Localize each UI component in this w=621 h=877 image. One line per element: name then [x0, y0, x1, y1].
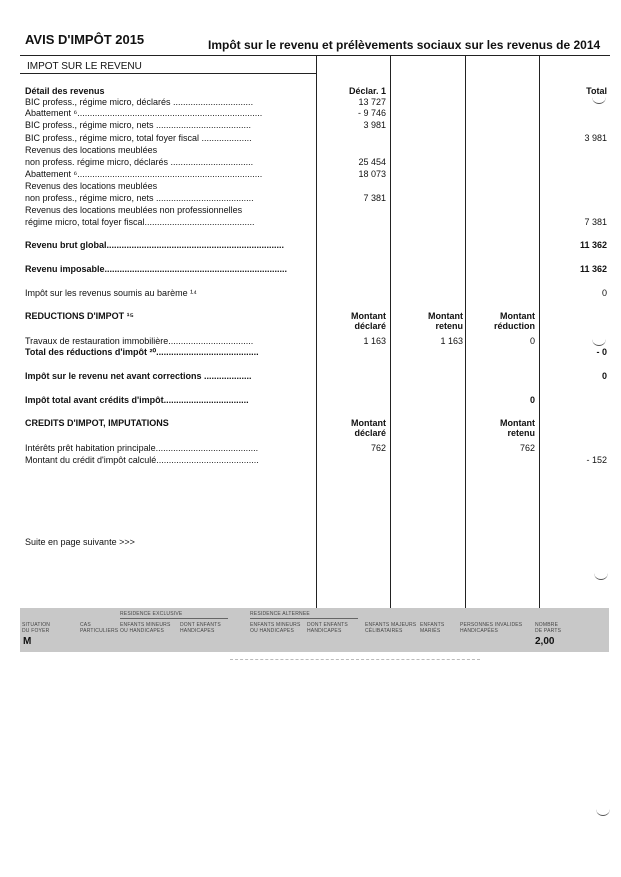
personnes-invalides-label	[460, 622, 522, 634]
label-line: NOMBRE	[535, 622, 559, 628]
page-title: AVIS D'IMPÔT 2015	[25, 32, 145, 47]
footer-band	[20, 608, 609, 652]
label-line: DE PARTS	[535, 628, 562, 634]
label-line: HANDICAPES	[180, 628, 215, 634]
reductions-row-retenu: 1 163	[440, 336, 463, 346]
detail-row	[0, 97, 621, 107]
detail-row	[0, 193, 621, 203]
reductions-header-row	[0, 311, 621, 335]
detail-row-label: Revenus des locations meublées	[25, 181, 158, 191]
residence-alternee-rule	[250, 618, 358, 619]
col-line: déclaré	[354, 321, 386, 331]
col-line: Montant	[351, 418, 386, 428]
col-total-heading: Total	[586, 86, 607, 96]
impot-bareme-value: 0	[601, 288, 607, 298]
col-line: retenu	[435, 321, 463, 331]
reductions-row-reduction: 0	[529, 336, 535, 346]
enfants-mineurs-label	[120, 622, 171, 634]
detail-row-label: Abattement ⁶..........................................................................	[25, 108, 263, 118]
impot-total-row	[0, 395, 621, 405]
detail-row-declar: 3 981	[363, 120, 386, 130]
footer-dashed-rule	[230, 659, 480, 660]
residence-exclusive-rule	[120, 618, 228, 619]
col-line: Montant	[500, 418, 535, 428]
detail-row-label: BIC profess., régime micro, déclarés ................................	[25, 97, 254, 107]
credits-row	[0, 443, 621, 453]
label-line: SITUATION	[22, 622, 51, 628]
revenu-imposable-value: 11 362	[579, 264, 607, 274]
scan-mark	[596, 808, 610, 816]
reductions-col-reduction	[494, 311, 535, 331]
situation-label	[22, 622, 50, 634]
revenu-brut-row	[0, 240, 621, 250]
impot-total-label: Impôt total avant crédits d'impôt..................................	[25, 395, 249, 405]
detail-row	[0, 145, 621, 155]
revenu-brut-label: Revenu brut global.......................................................................	[25, 240, 285, 250]
detail-row	[0, 120, 621, 130]
impot-net-row	[0, 371, 621, 381]
label-line: DONT ENFANTS	[180, 622, 221, 628]
dont-enfants-alt-label	[307, 622, 348, 634]
scan-mark	[594, 572, 608, 580]
detail-row	[0, 169, 621, 179]
credits-row-retenu: 762	[519, 443, 535, 453]
detail-row	[0, 205, 621, 215]
reductions-col-retenu	[428, 311, 463, 331]
col-line: retenu	[507, 428, 535, 438]
reductions-row-declare: 1 163	[363, 336, 386, 346]
label-line: HANDICAPÉES	[460, 628, 499, 634]
detail-row	[0, 108, 621, 118]
reductions-row	[0, 336, 621, 346]
impot-bareme-row	[0, 288, 621, 298]
dont-enfants-label	[180, 622, 221, 634]
col-line: déclaré	[354, 428, 386, 438]
reductions-col-declare	[351, 311, 386, 331]
suite-row	[0, 537, 621, 547]
label-line: CÉLIBATAIRES	[365, 628, 403, 634]
detail-row-label: non profess. régime micro, déclarés .................................	[25, 157, 254, 167]
detail-row-declar: 13 727	[358, 97, 386, 107]
detail-row-label: BIC profess., régime micro, total foyer fiscal ....................	[25, 133, 252, 143]
col-line: Montant	[428, 311, 463, 321]
label-line: DU FOYER	[22, 628, 50, 634]
detail-row-declar: 25 454	[358, 157, 386, 167]
cas-label	[80, 622, 118, 634]
detail-row	[0, 157, 621, 167]
reductions-total-label: Total des réductions d'impôt ²⁰.........................................	[25, 347, 259, 357]
label-line: OU HANDICAPES	[120, 628, 164, 634]
credits-header-row	[0, 418, 621, 442]
label-line: DONT ENFANTS	[307, 622, 348, 628]
reductions-total-row	[0, 347, 621, 357]
detail-row	[0, 217, 621, 227]
detail-row-label: Revenus des locations meublées non professionnelles	[25, 205, 243, 215]
col-line: Montant	[351, 311, 386, 321]
residence-exclusive-label: RESIDENCE EXCLUSIVE	[120, 611, 183, 617]
credits-col-declare	[351, 418, 386, 438]
detail-row-label: Revenus des locations meublées	[25, 145, 158, 155]
detail-row	[0, 133, 621, 143]
detail-row-total: 3 981	[584, 133, 607, 143]
label-line: ENFANTS	[420, 622, 445, 628]
suite-link: Suite en page suivante >>>	[25, 537, 135, 547]
credits-row-value: - 152	[586, 455, 607, 465]
impot-bareme-label: Impôt sur les revenus soumis au barème ¹⁴	[25, 288, 197, 298]
credits-heading: CREDITS D'IMPOT, IMPUTATIONS	[25, 418, 169, 428]
detail-row-label: BIC profess., régime micro, nets ......................................	[25, 120, 252, 130]
detail-row	[0, 181, 621, 191]
label-line: PARTICULIERS	[80, 628, 119, 634]
col-line: réduction	[493, 321, 535, 331]
enfants-mineurs-alt-label	[250, 622, 301, 634]
credits-row	[0, 455, 621, 465]
label-line: ENFANTS MAJEURS	[365, 622, 417, 628]
label-line: ENFANTS MINEURS	[250, 622, 301, 628]
detail-heading: Détail des revenus	[25, 86, 105, 96]
label-line: HANDICAPES	[307, 628, 342, 634]
label-line: MARIÉS	[420, 628, 441, 634]
nombre-parts-label	[535, 622, 561, 634]
nombre-parts-value: 2,00	[535, 636, 555, 647]
top-rule	[20, 55, 610, 56]
label-line: ENFANTS MINEURS	[120, 622, 171, 628]
impot-net-label: Impôt sur le revenu net avant corrections ...................	[25, 371, 252, 381]
revenu-brut-value: 11 362	[579, 240, 607, 250]
label-line: OU HANDICAPES	[250, 628, 294, 634]
situation-value: M	[23, 636, 32, 647]
detail-row-total: 7 381	[584, 217, 607, 227]
detail-row-label: Abattement ⁶..........................................................................	[25, 169, 263, 179]
section-title: IMPOT SUR LE REVENU	[27, 61, 142, 72]
detail-row-declar: - 9 746	[357, 108, 386, 118]
detail-row-declar: 18 073	[358, 169, 386, 179]
detail-row-declar: 7 381	[363, 193, 386, 203]
reductions-heading: REDUCTIONS D'IMPOT ¹⁵	[25, 311, 134, 321]
label-line: PERSONNES INVALIDES	[460, 622, 523, 628]
credits-row-label: Montant du crédit d'impôt calculé.........................................	[25, 455, 259, 465]
page-subtitle: Impôt sur le revenu et prélèvements sociaux sur les revenus de 2014	[208, 38, 601, 52]
reductions-total-value: - 0	[596, 347, 607, 357]
impot-net-value: 0	[601, 371, 607, 381]
credits-row-label: Intérêts prêt habitation principale.........................................	[25, 443, 259, 453]
detail-row-label: non profess., régime micro, nets .......................................	[25, 193, 254, 203]
col-declar-heading: Déclar. 1	[348, 86, 386, 96]
section-rule	[20, 73, 316, 74]
impot-total-value: 0	[529, 395, 535, 405]
detail-row-label: régime micro, total foyer fiscal............................................	[25, 217, 255, 227]
credits-row-declare: 762	[370, 443, 386, 453]
residence-alternee-label: RESIDENCE ALTERNEE	[250, 611, 310, 617]
enfants-majeurs-label	[365, 622, 416, 634]
col-line: Montant	[500, 311, 535, 321]
revenu-imposable-label: Revenu imposable.........................................................................	[25, 264, 288, 274]
enfants-maries-label	[420, 622, 444, 634]
revenu-imposable-row	[0, 264, 621, 274]
detail-header-row	[0, 86, 621, 96]
label-line: CAS	[80, 622, 91, 628]
credits-col-retenu	[500, 418, 535, 438]
reductions-row-label: Travaux de restauration immobilière..................................	[25, 336, 254, 346]
